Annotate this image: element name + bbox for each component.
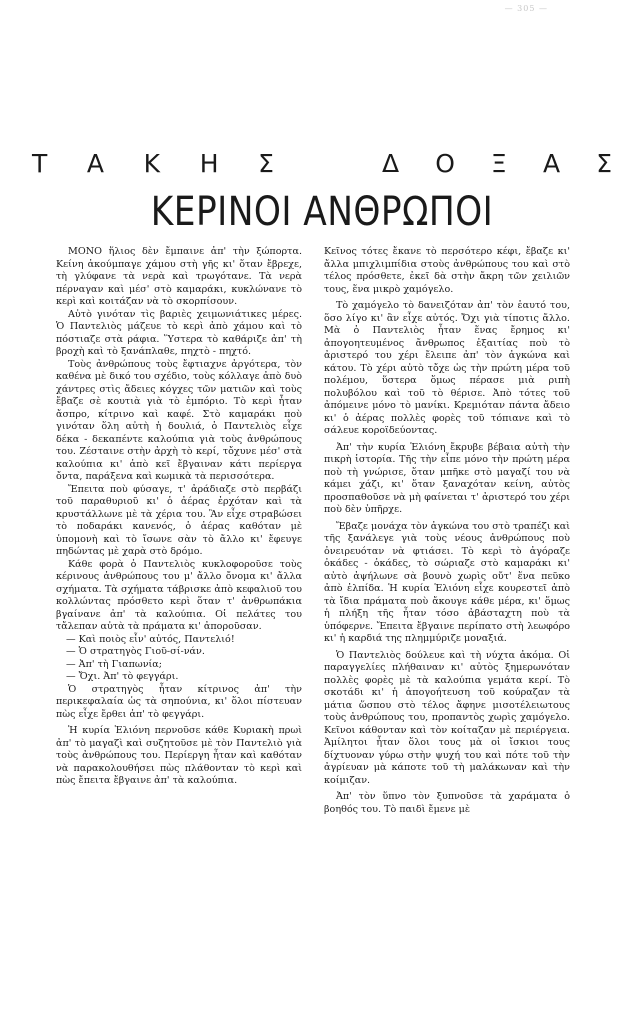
dialogue-line: — Ὁ στρατηγὸς Γιοῦ-σί-νάν. xyxy=(66,646,205,657)
author-letter: Α xyxy=(542,149,561,178)
paragraph: Ἔβαζε μονάχα τὸν ἀγκώνα του στὸ τραπέζι καὶ τῆς ξανάλεγε γιὰ τοὺς νέους ἀνθρώπους ποὺ ὀνειρευόταν νὰ φτιάσει. Τὸ κερὶ τὸ ἀγόραζε ὀκάδες - ὀκάδες, τὸ σώριαζε στὸ καμαράκι κι' αὐτὸ ἀψήλωνε σὰ βουνὸ χωρὶς οὔτ' ἕνα πεῦκο ἀπὸ ἐλπίδα. Ἡ κυρία Ἑλιόνη εἶχε κουρεστεῖ ἀπὸ τὰ ἴδια πράματα ποὺ ἄκουγε κάθε μέρα, κι' ὅμως ἡ πλήξη τῆς ἦταν τόσο ἀβάσταχτη ποὺ τὰ ὑπόφερνε. Ἔπειτα ἔβγαινε περίπατο στὴ λεωφόρο κι' ἡ καρδιά της πλημμύριζε μοναξιά. xyxy=(324,520,570,644)
right-column xyxy=(324,246,570,1016)
left-column xyxy=(56,246,302,1016)
page-number: — 305 — xyxy=(504,4,548,13)
author-letter: Α xyxy=(86,149,105,178)
author-letter: Τ xyxy=(32,149,48,178)
author-first-name xyxy=(32,150,274,178)
paragraph: Τὸ χαμόγελο τὸ δανειζόταν ἀπ' τὸν ἑαυτό του, ὅσο λίγο κι' ἂν εἶχε αὐτός. Ὄχι γιὰ τίποτις ἄλλο. Μὰ ὁ Παντελιὸς ἦταν ἕνας ἔρημος κι' ἀπογοητευμένος ἄνθρωπος ἐξαιτίας ποὺ τὸ ἀριστερό του χέρι ἔλειπε ἀπ' τὸν ἀγκώνα καὶ κάτου. Τὸ χέρι αὐτὸ τὄχε ὡς τὴν πρώτη μέρα τοῦ πολέμου, ὕστερα ὅμως πέρασε μιὰ ριπὴ πολυβόλου καὶ τοῦ τὸ θέρισε. Ἀπὸ τότες τοῦ ἀπόμεινε μόνο τὸ μανίκι. Κρεμιόταν πάντα ἄδειο κι' ὁ ἀέρας πολλὲς φορὲς τοῦ τόπιανε καὶ τὸ σάλευε κοροϊδεύοντας. xyxy=(324,300,570,436)
author-letter: Σ xyxy=(596,149,612,178)
story-title: ΚΕΡΙΝΟΙ ΑΝΘΡΩΠΟΙ xyxy=(150,189,494,235)
paragraph: Κάθε φορὰ ὁ Παντελιὸς κυκλοφοροῦσε τοὺς κέρινους ἀνθρώπους του μ' ἄλλο ὄνομα κι' ἄλλα σχήματα. Τὰ σχήματα τάβρισκε ἀπὸ κεφαλιοῦ του κολλώντας πρόσθετο κερὶ ὅταν τ' ἀνθρωπάκια βγαίνανε ἀπ' τὰ καλούπια. Οἱ πελάτες του τἄλεπαν αὐτὰ τὰ πράματα κι' ἀποροῦσαν. xyxy=(56,558,302,632)
paragraph: Ἡ κυρία Ἑλιόνη περνοῦσε κάθε Κυριακὴ πρωὶ ἀπ' τὸ μαγαζὶ καὶ συζητοῦσε μὲ τὸν Παντελιὸ γιὰ τοὺς ἀνθρώπους του. Περίεργη ἦταν καὶ καθόταν νὰ παρακολουθήσει πὼς πλάθονταν τὸ κερὶ καὶ πὼς ἔπειτα ἔβγαινε ἀπ' τὰ καλούπια. xyxy=(56,725,302,786)
paragraph: Ὁ στρατηγὸς ἦταν κίτρινος ἀπ' τὴν περικεφαλαία ὡς τὰ σηπούνια, κι' ὅλοι πίστευαν πὼς εἶχε ἔρθει ἀπ' τὸ φεγγάρι. xyxy=(56,683,302,720)
author-letter: Ο xyxy=(435,149,455,178)
paragraph: Αὐτὸ γινόταν τὶς βαριὲς χειμωνιάτικες μέρες. Ὁ Παντελιὸς μάζευε τὸ κερὶ ἀπὸ χάμου καὶ τὸ πόστιαζε στὰ ράφια. Ὕστερα τὸ καθάριζε ἀπ' τὴ βροχὴ καὶ τὸ ξανάπλαθε, πηχτὸ - πηχτό. xyxy=(56,308,302,357)
author-last-name xyxy=(382,150,612,178)
paragraph: Ὁ Παντελιὸς δούλευε καὶ τὴ νύχτα ἀκόμα. Οἱ παραγγελίες πλήθαιναν κι' αὐτὸς ξημερωνόταν πολλὲς φορὲς μὲ τὰ καλούπια γεμάτα κερί. Τὸ σκοτάδι κι' ἡ ἀπογοήτευση τοῦ κούραζαν τὰ μάτια ὥσπου στὸ τέλος ἄφηνε μισοτέλειωτους τοὺς ἀνθρώπους του, προπαντὸς χωρὶς χαμόγελο. Κεῖνοι κάθονταν καὶ τὸν κοίταζαν μὲ περιέργεια. Ἀμίλητοι ἦταν ὅλοι τους μὰ οἱ ἴσκιοι τους δίχτυοναν γύρω στὴν ψυχή του καὶ πότε τοῦ τὴν ἀγρίευαν μὰ κάποτε τοῦ τὴ μαλάκωναν καὶ τὴν κοίμιζαν. xyxy=(324,649,570,786)
author-name xyxy=(32,150,612,178)
dialogue-line: — Ὄχι. Ἀπ' τὸ φεγγάρι. xyxy=(66,671,179,682)
author-letter: Η xyxy=(199,149,219,178)
paragraph: ΜΟΝΟ ἥλιος δὲν ἔμπαινε ἀπ' τὴν ξώπορτα. Κείνη ἀκούμπαγε χάμου στὴ γῆς κι' ὅταν ἔβρεχε, τὴ γλύφανε τὰ νερὰ καὶ τρωγότανε. Τὰ νερὰ πέρναγαν καὶ μέσ' στὸ καμαράκι, κυκλώνανε τὸ κερὶ καὶ κοιτάζαν νὰ τὸ σκορπίσουν. xyxy=(56,246,302,307)
author-letter: Δ xyxy=(382,149,400,178)
paragraph: Ἀπ' τὸν ὕπνο τὸν ξυπνοῦσε τὰ χαράματα ὁ βοηθός του. Τὸ παιδὶ ἔμενε μὲ xyxy=(324,791,570,815)
paragraph: Τοὺς ἀνθρώπους τοὺς ἔφτιαχνε ἀργότερα, τὸν καθένα μὲ δικό του σχέδιο, τοὺς κόλλαγε ἀπὸ δυὸ χάντρες στὶς ἄδειες κόγχες τῶν ματιῶν καὶ τοὺς ἔβαζε σὲ κουτιὰ γιὰ τὸ ἐμπόριο. Τὸ κερὶ ἦταν ἄσπρο, κίτρινο καὶ καφέ. Στὸ καμαράκι ποὺ γινόταν ὅλη αὐτὴ ἡ δουλιά, ὁ Παντελιὸς εἶχε δέκα - δεκαπέντε καλούπια γιὰ τοὺς ἀνθρώπους του. Ζέσταινε στὴν ἀρχὴ τὸ κερί, τὄχυνε μέσ' στὰ καλούπια κι' ἀπὸ κεῖ ἔβγαιναν κάτι περίεργα ὄντα, παράξενα καὶ κωμικὰ τὰ περισσότερα. xyxy=(56,358,302,482)
article-body xyxy=(56,246,570,1016)
paragraph: Ἀπ' τὴν κυρία Ἑλιόνη ἔκρυβε βέβαια αὐτὴ τὴν πικρὴ ἱστορία. Τῆς τὴν εἶπε μόνο τὴν πρώτη μέρα ποὺ τὴ γνώρισε, ὅταν μπῆκε στὸ μαγαζί του νὰ κάμει χάζι, κι' ὅταν ξαναχόταν κείνη, αὐτὸς προσπαθοῦσε νὰ μὴ φαίνεται τ' ἀριστερό του χέρι ποὺ δὲν ὑπῆρχε. xyxy=(324,441,570,515)
author-letter: Κ xyxy=(143,149,161,178)
author-letter: Σ xyxy=(258,149,274,178)
dialogue-line: — Καὶ ποιὸς εἶν' αὐτός, Παντελιό! xyxy=(66,633,235,645)
dialogue-line: — Ἀπ' τὴ Γιαπωνία; xyxy=(66,658,162,670)
paragraph: Κεῖνος τότες ἔκανε τὸ περσότερο κέφι, ἔβαζε κι' ἄλλα μπιχλιμπίδια στοὺς ἀνθρώπους του καὶ στὸ τέλος πρόσθετε, ἐκεῖ δὰ στὴν ἄκρη τῶν χειλιῶν τους, ἕνα μικρὸ χαμόγελο. xyxy=(324,246,570,295)
author-letter: Ξ xyxy=(491,149,507,178)
paragraph: Ἔπειτα ποὺ φύσαγε, τ' ἀράδιαζε στὸ περβάζι τοῦ παραθυριοῦ κι' ὁ ἀέρας ἐρχόταν καὶ τὰ κρυστάλλωνε μὲ τὰ χέρια του. Ἂν εἶχε στραβώσει τὸ ποδαράκι κανενός, ὁ ἀέρας καθόταν μὲ ὑπομονὴ καὶ τὸ ἴσωνε σὰν τὸ ἄλλο κι' ἔφευγε πηδώντας μὲ χαρὰ στὸ δρόμο. xyxy=(56,483,302,557)
